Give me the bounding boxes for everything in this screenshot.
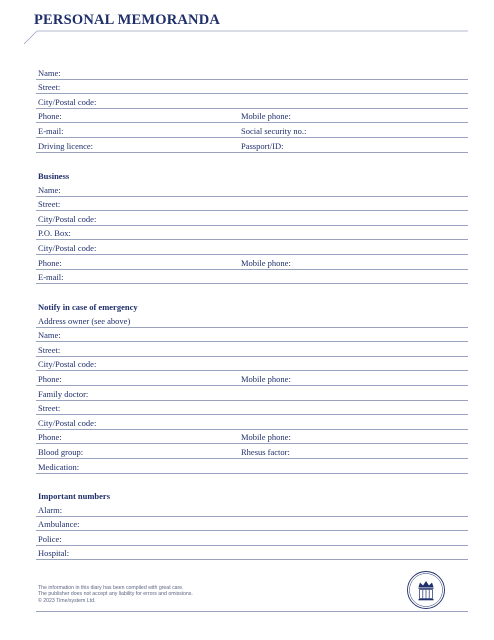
form-row[interactable]: [36, 443, 468, 459]
form-row[interactable]: [36, 429, 468, 445]
form-row[interactable]: [36, 196, 468, 212]
field-label: City/Postal code:: [38, 96, 97, 107]
section-heading: Important numbers: [38, 491, 111, 501]
form-row[interactable]: [36, 210, 468, 226]
field-label: Address owner (see above): [38, 315, 131, 326]
field-label: Alarm:: [38, 504, 63, 515]
form-row[interactable]: [36, 181, 468, 197]
section-heading: Business: [38, 171, 70, 181]
form-row[interactable]: [36, 312, 468, 328]
field-label: Phone:: [38, 111, 62, 122]
form-row[interactable]: [36, 93, 468, 109]
form-row[interactable]: [36, 545, 468, 561]
form-row[interactable]: [36, 501, 468, 517]
field-label: Street:: [38, 403, 61, 414]
footer-divider: [36, 611, 468, 612]
field-label-secondary: Social security no.:: [241, 125, 307, 136]
field-label: Blood group:: [38, 446, 84, 457]
field-label: Street:: [38, 199, 61, 210]
field-label: Phone:: [38, 432, 62, 443]
field-label: Police:: [38, 533, 62, 544]
form-row[interactable]: [36, 254, 468, 270]
footer-disclaimer: [38, 585, 193, 604]
crown-logo-icon: [406, 570, 446, 610]
form-row[interactable]: [36, 341, 468, 357]
field-label: Street:: [38, 82, 61, 93]
field-label-secondary: Rhesus factor:: [241, 446, 290, 457]
field-label: City/Postal code:: [38, 417, 97, 428]
form-row[interactable]: [36, 385, 468, 401]
footer-line: The publisher does not accept any liability for errors and omissions.: [38, 591, 193, 598]
field-label-secondary: Passport/ID:: [241, 140, 284, 151]
form-row[interactable]: [36, 79, 468, 95]
field-label: City/Postal code:: [38, 359, 97, 370]
form-row[interactable]: [36, 356, 468, 372]
field-label-secondary: Mobile phone:: [241, 257, 291, 268]
field-label: Phone:: [38, 257, 62, 268]
form-row[interactable]: [36, 137, 468, 153]
form-row[interactable]: [36, 370, 468, 386]
form-row[interactable]: [36, 269, 468, 285]
form-row[interactable]: [36, 530, 468, 546]
form-row[interactable]: [36, 122, 468, 138]
form-row[interactable]: [36, 458, 468, 474]
form-row[interactable]: [36, 327, 468, 343]
field-label: Hospital:: [38, 548, 70, 559]
field-label: E-mail:: [38, 125, 64, 136]
form-row[interactable]: [36, 414, 468, 430]
field-label: Ambulance:: [38, 519, 80, 530]
field-label-secondary: Mobile phone:: [241, 373, 291, 384]
footer-line: The information in this diary has been compiled with great care.: [38, 585, 184, 591]
form-row[interactable]: [36, 400, 468, 416]
field-label: Street:: [38, 344, 61, 355]
page-title: PERSONAL MEMORANDA: [34, 12, 221, 28]
field-label: E-mail:: [38, 272, 64, 283]
header-divider: [0, 28, 494, 48]
field-label-secondary: Mobile phone:: [241, 432, 291, 443]
field-label: Driving licence:: [38, 140, 93, 151]
field-label: City/Postal code:: [38, 213, 97, 224]
form-row[interactable]: [36, 64, 468, 80]
field-label: Name:: [38, 184, 61, 195]
field-label: Family doctor:: [38, 388, 89, 399]
field-label: P.O. Box:: [38, 228, 71, 239]
form-row[interactable]: [36, 516, 468, 532]
field-label-secondary: Mobile phone:: [241, 111, 291, 122]
field-label: Medication:: [38, 461, 80, 472]
footer-line: © 2023 Time/system Ltd.: [38, 597, 96, 604]
field-label: Name:: [38, 330, 61, 341]
section-heading: Notify in case of emergency: [38, 302, 138, 312]
form-row[interactable]: [36, 239, 468, 255]
form-row[interactable]: [36, 108, 468, 124]
field-label: Phone:: [38, 373, 62, 384]
form-row[interactable]: [36, 225, 468, 241]
field-label: Name:: [38, 67, 61, 78]
field-label: City/Postal code:: [38, 242, 97, 253]
